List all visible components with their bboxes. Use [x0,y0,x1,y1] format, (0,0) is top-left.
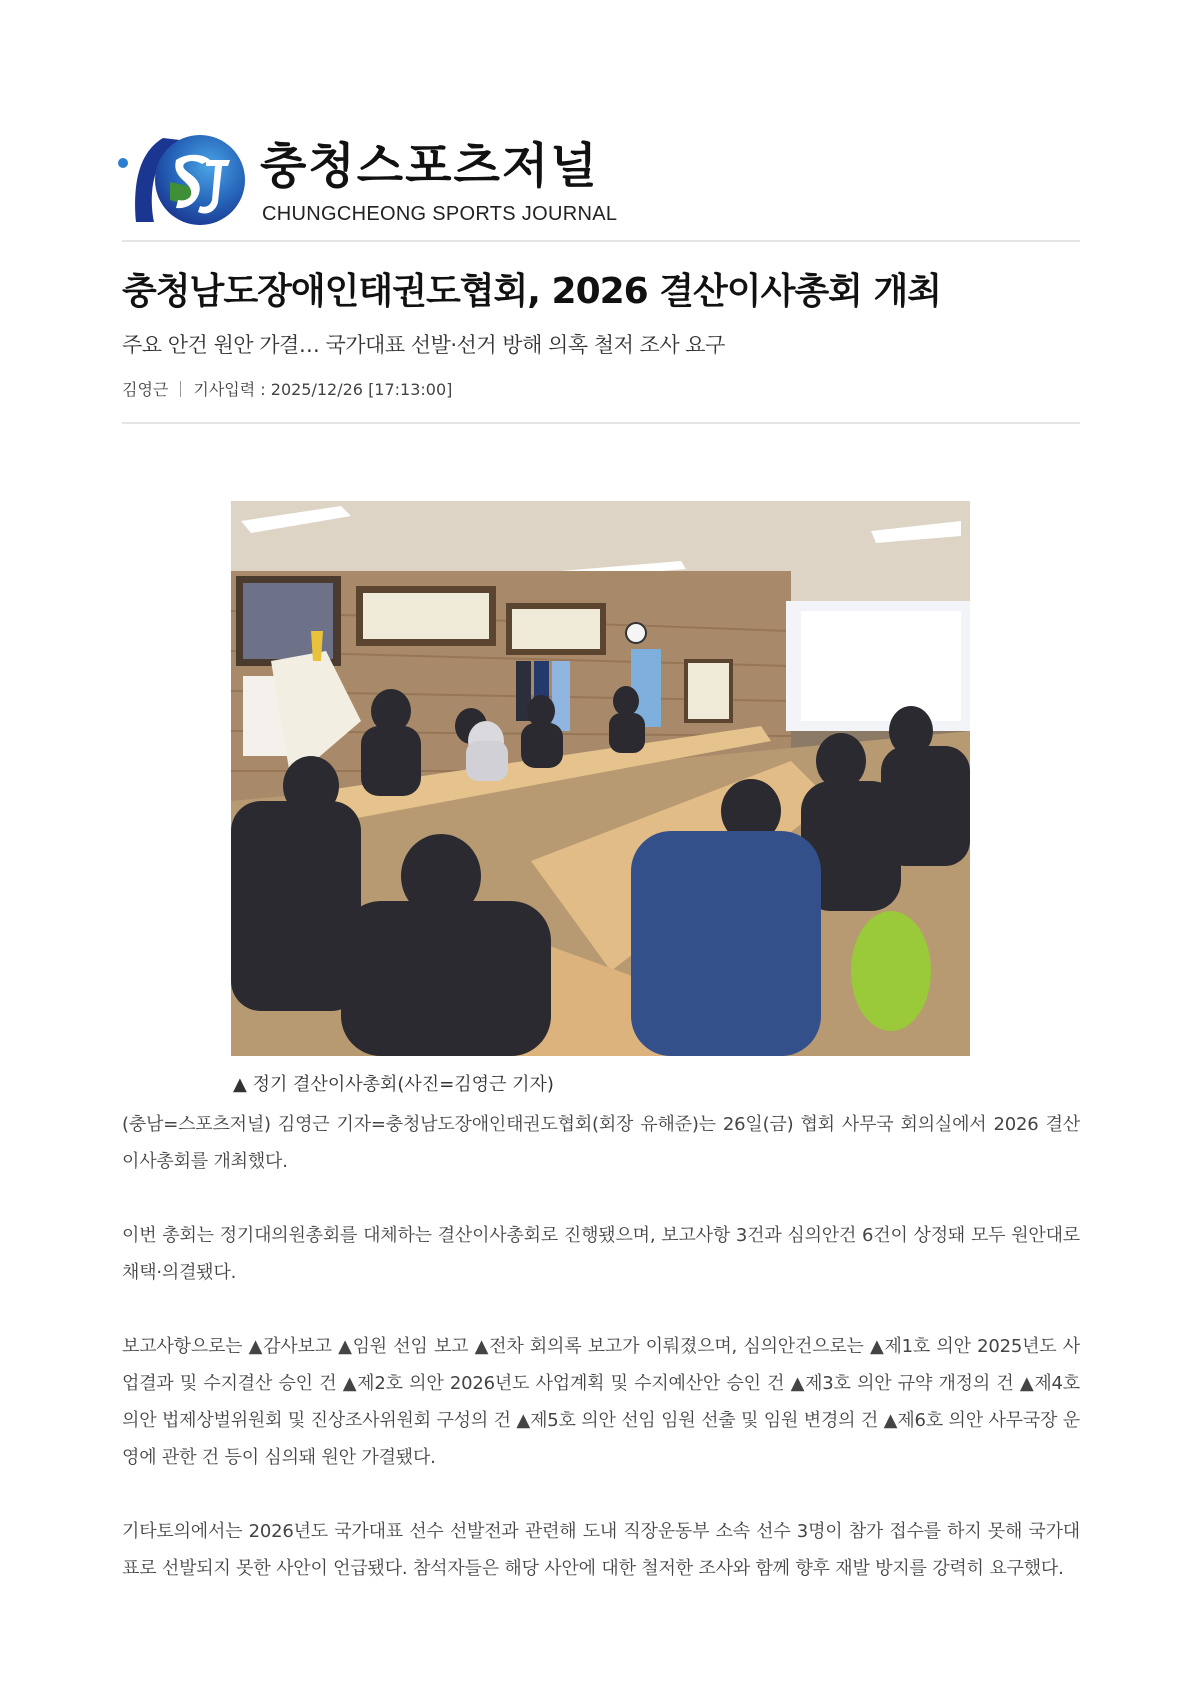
header-divider [122,240,1080,242]
article-subtitle: 주요 안건 원안 가결… 국가대표 선발·선거 방해 의혹 철저 조사 요구 [122,333,725,357]
published-date: 기사입력 : 2025/12/26 [17:13:00] [193,380,453,399]
meeting-photo-image [231,501,970,1056]
meta-divider [122,422,1080,424]
site-logo[interactable] [118,130,658,230]
photo-caption: ▲ 정기 결산이사총회(사진=김영근 기자) [233,1074,554,1095]
logo-text-english: CHUNGCHEONG SPORTS JOURNAL [262,203,618,225]
article-photo[interactable] [231,501,970,1056]
article-body [122,1106,1080,1624]
article-paragraph: 이번 총회는 정기대의원총회를 대체하는 결산이사총회로 진행됐으며, 보고사항 3건과 심의안건 6건이 상정돼 모두 원안대로 채택·의결됐다. [122,1225,1080,1283]
article-paragraph: 보고사항으로는 ▲감사보고 ▲임원 선임 보고 ▲전차 회의록 보고가 이뤄졌으며, 심의안건으로는 ▲제1호 의안 2025년도 사업결과 및 수지결산 승인 건 ▲제2호 의안 2026년도 사업계획 및 수지예산안 승인 건 ▲제3호 의안 규약 개정의 건 ▲제4호 의안 법제상벌위원회 및 진상조사위원회 구성의 건 ▲제5호 의안 선임 임원 선출 및 임원 변경의 건 ▲제6호 의안 사무국장 운영에 관한 건 등이 심의돼 원안 가결됐다. [122,1336,1080,1468]
author-name: 김영근 [122,380,169,399]
sj-logo-icon [118,130,248,230]
logo-text-korean: 충청스포츠저널 [260,138,599,194]
meta-separator [180,381,181,397]
article-meta [122,378,452,402]
article-paragraph: (충남=스포츠저널) 김영근 기자=충청남도장애인태권도협회(회장 유해준)는 26일(금) 협회 사무국 회의실에서 2026 결산이사총회를 개최했다. [122,1114,1080,1172]
article-paragraph: 기타토의에서는 2026년도 국가대표 선수 선발전과 관련해 도내 직장운동부 소속 선수 3명이 참가 접수를 하지 못해 국가대표로 선발되지 못한 사안이 언급됐다. 참석자들은 해당 사안에 대한 철저한 조사와 함께 향후 재발 방지를 강력히 요구했다. [122,1521,1080,1579]
article-title: 충청남도장애인태권도협회, 2026 결산이사총회 개최 [122,271,941,312]
